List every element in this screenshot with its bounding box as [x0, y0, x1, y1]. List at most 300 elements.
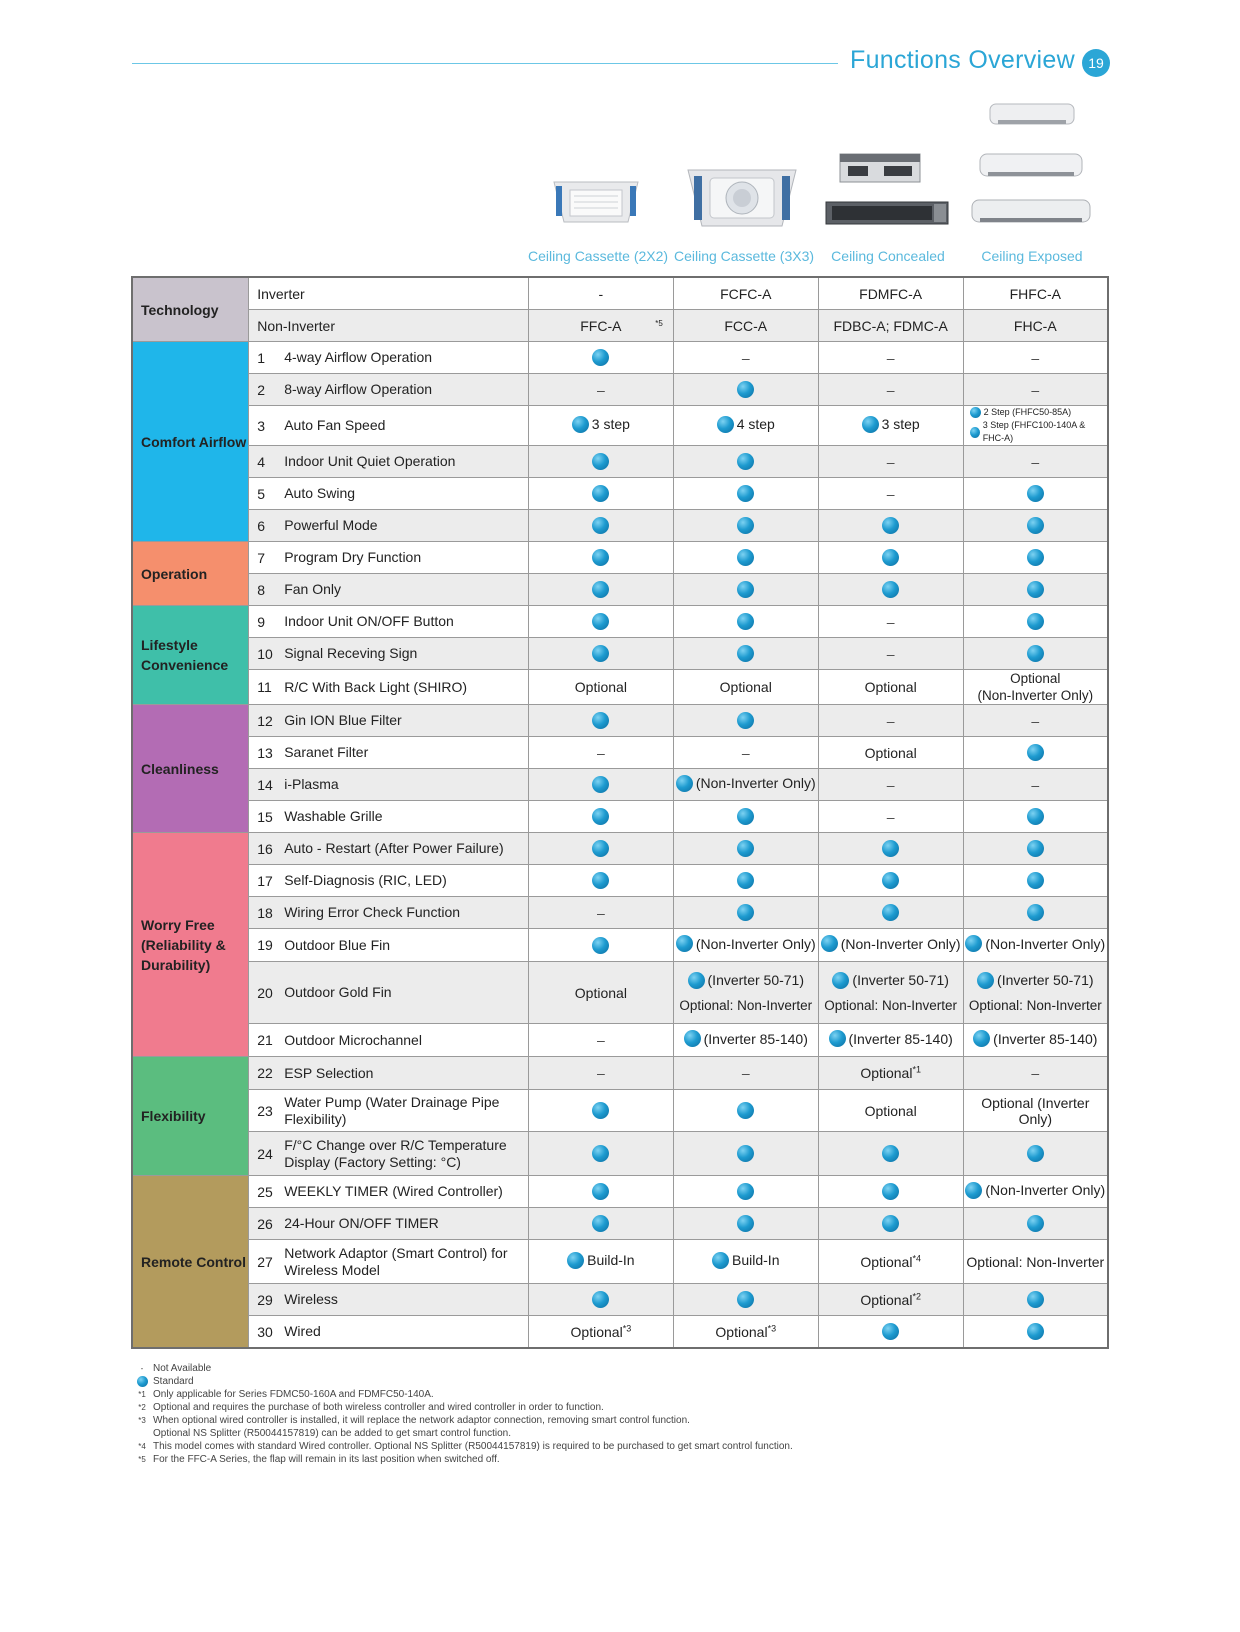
- standard-dot-icon: [592, 872, 609, 889]
- standard-dot-icon: [1027, 1145, 1044, 1162]
- feature-cell: [963, 574, 1108, 606]
- standard-dot-icon: [592, 549, 609, 566]
- standard-dot-icon: [592, 712, 609, 729]
- standard-dot-icon: [1027, 645, 1044, 662]
- model-non-inverter-cassette-2x2: [528, 310, 673, 342]
- function-name: Indoor Unit Quiet Operation: [284, 453, 456, 469]
- footnote-mark: *5: [655, 319, 663, 328]
- feature-cell: [963, 1057, 1108, 1090]
- standard-dot-icon: [737, 1215, 754, 1232]
- footnote-mark: *2: [912, 1291, 921, 1302]
- function-name: Outdoor Microchannel: [284, 1031, 422, 1048]
- feature-detail: [862, 416, 920, 433]
- feature-cell: [528, 1090, 673, 1132]
- footnote-symbol: *5: [138, 1455, 146, 1464]
- function-number: 21: [257, 1032, 273, 1048]
- footnote-text: When optional wired controller is installed, it will replace the network adaptor connection, removing smart control function.: [153, 1415, 690, 1426]
- feature-cell: [818, 769, 963, 801]
- standard-dot-icon: [882, 904, 899, 921]
- function-number: 26: [257, 1215, 273, 1232]
- function-name: Fan Only: [284, 581, 342, 597]
- standard-dot-icon: [882, 1215, 899, 1232]
- function-label: [257, 549, 528, 566]
- function-number: 25: [257, 1183, 273, 1200]
- function-cell: [249, 1240, 529, 1284]
- feature-cell: [963, 638, 1108, 670]
- feature-cell: [673, 1284, 818, 1316]
- standard-dot-icon: [717, 416, 734, 433]
- feature-cell: [528, 865, 673, 897]
- footnote-mark: *3: [622, 1323, 632, 1334]
- standard-dot-icon: [882, 1323, 899, 1340]
- model-inverter-cassette-3x3: FCFC-A: [673, 277, 818, 310]
- feature-cell: [963, 962, 1108, 1024]
- footnote-item: [131, 1388, 793, 1401]
- feature-cell: [963, 342, 1108, 374]
- function-label: [257, 645, 528, 662]
- feature-text: (Inverter 85-140): [993, 1030, 1098, 1047]
- feature-cell: [673, 342, 818, 374]
- feature-cell: [963, 1090, 1108, 1132]
- footnote-symbol: [131, 1375, 153, 1388]
- feature-text: 3 step: [881, 416, 920, 432]
- standard-dot-icon: [882, 840, 899, 857]
- feature-cell: [818, 1057, 963, 1090]
- function-cell: [249, 1208, 529, 1240]
- function-name: Auto - Restart (After Power Failure): [284, 840, 504, 856]
- feature-detail: [567, 1252, 634, 1269]
- feature-text: Build-In: [587, 1252, 635, 1268]
- table-row: [132, 705, 1108, 737]
- category-technology: Technology: [132, 277, 249, 342]
- feature-cell: [818, 1132, 963, 1176]
- feature-cell: [673, 897, 818, 929]
- feature-detail: [676, 775, 816, 792]
- standard-dot-icon: [832, 972, 849, 989]
- standard-dot-icon: [592, 808, 609, 825]
- standard-dot-icon: [572, 416, 589, 433]
- table-row: [132, 1024, 1108, 1057]
- feature-cell: [818, 929, 963, 962]
- function-cell: [249, 446, 529, 478]
- function-label: [257, 808, 528, 825]
- table-row: [132, 606, 1108, 638]
- optional-text: Optional$^{*2}$: [860, 1291, 921, 1308]
- standard-dot-icon: [592, 485, 609, 502]
- feature-text: Optional (Inverter Only): [981, 1094, 1090, 1127]
- footnote-item: [131, 1375, 793, 1388]
- footnote-mark: *3: [767, 1323, 777, 1334]
- feature-line: Optional: Non-Inverter: [968, 997, 1102, 1013]
- standard-dot-icon: [1027, 517, 1044, 534]
- feature-cell: [963, 542, 1108, 574]
- standard-dot-icon: [676, 935, 693, 952]
- category-label: Flexibility: [132, 1057, 249, 1176]
- feature-cell: [818, 1208, 963, 1240]
- model-inverter-cassette-2x2: -: [528, 277, 673, 310]
- function-cell: [249, 542, 529, 574]
- feature-cell: [818, 638, 963, 670]
- feature-text: 3 step: [591, 416, 630, 432]
- feature-cell: [818, 705, 963, 737]
- function-label: [257, 381, 528, 398]
- table-row: [132, 478, 1108, 510]
- footnote-symbol: *1: [138, 1390, 146, 1399]
- feature-detail: [821, 935, 961, 952]
- function-label: [257, 984, 528, 1001]
- function-label: [257, 1323, 528, 1340]
- standard-dot-icon: [862, 416, 879, 433]
- table-row: [132, 737, 1108, 769]
- feature-cell: [963, 1176, 1108, 1208]
- standard-dot-icon: [737, 517, 754, 534]
- feature-cell: [528, 374, 673, 406]
- not-available-mark: –: [886, 381, 895, 398]
- function-number: 4: [257, 453, 265, 470]
- not-available-mark: –: [741, 744, 750, 761]
- function-name: i-Plasma: [284, 776, 339, 792]
- feature-cell: [673, 865, 818, 897]
- function-name: Outdoor Gold Fin: [284, 984, 392, 1000]
- feature-line: [832, 972, 948, 989]
- feature-cell: [673, 737, 818, 769]
- function-label: [257, 1065, 528, 1082]
- standard-dot-icon: [592, 937, 609, 954]
- standard-dot-icon: [977, 972, 994, 989]
- function-name: 24-Hour ON/OFF TIMER: [284, 1215, 439, 1231]
- standard-dot-icon: [737, 613, 754, 630]
- model-non-inverter-exposed: FHC-A: [963, 310, 1108, 342]
- feature-cell: [963, 1208, 1108, 1240]
- feature-cell: [963, 1132, 1108, 1176]
- feature-detail: [676, 935, 816, 952]
- model-inverter-exposed: FHFC-A: [963, 277, 1108, 310]
- function-label: [257, 679, 528, 696]
- standard-dot-icon: [1027, 1323, 1044, 1340]
- standard-dot-icon: [737, 1183, 754, 1200]
- standard-dot-icon: [592, 517, 609, 534]
- table-row: [132, 670, 1108, 705]
- function-name: Program Dry Function: [284, 549, 422, 565]
- feature-cell: [528, 1284, 673, 1316]
- footnote-text: Optional and requires the purchase of both wireless controller and wired controller in order to function.: [153, 1402, 604, 1413]
- function-name: 4-way Airflow Operation: [284, 349, 433, 365]
- function-name: WEEKLY TIMER (Wired Controller): [284, 1183, 503, 1199]
- table-row-inverter: [132, 277, 1108, 310]
- standard-dot-icon: [1027, 613, 1044, 630]
- function-number: 19: [257, 937, 273, 953]
- footnote-symbol: *4: [138, 1442, 146, 1451]
- table-row: [132, 1090, 1108, 1132]
- feature-cell: [963, 929, 1108, 962]
- feature-line: Optional: Non-Inverter: [679, 997, 813, 1013]
- function-cell: [249, 1284, 529, 1316]
- feature-cell: [818, 670, 963, 705]
- feature-cell: [818, 446, 963, 478]
- category-label: Comfort Airflow: [132, 342, 249, 542]
- function-cell: [249, 897, 529, 929]
- not-available-mark: –: [886, 453, 895, 470]
- feature-detail: [674, 972, 818, 1014]
- function-number: 20: [257, 984, 273, 1001]
- standard-dot-icon: [882, 1183, 899, 1200]
- standard-dot-icon: [821, 935, 838, 952]
- feature-cell: [673, 801, 818, 833]
- function-label: [257, 744, 528, 761]
- feature-cell: [673, 374, 818, 406]
- function-label: [257, 349, 528, 366]
- function-cell: [249, 929, 529, 962]
- feature-cell: [963, 897, 1108, 929]
- feature-cell: [673, 606, 818, 638]
- function-cell: [249, 478, 529, 510]
- fan-speed-detail: [964, 406, 1107, 445]
- standard-dot-icon: [676, 775, 693, 792]
- standard-dot-icon: [592, 645, 609, 662]
- feature-cell: [528, 1208, 673, 1240]
- standard-dot-icon: [1027, 840, 1044, 857]
- footnote-symbol: -: [140, 1364, 144, 1373]
- row-label-inverter: Inverter: [249, 277, 529, 310]
- feature-text: (Non-Inverter Only): [840, 935, 961, 952]
- function-cell: [249, 1057, 529, 1090]
- feature-line: Optional: [1010, 671, 1061, 686]
- fan-speed-text: 2 Step (FHFC50-85A): [983, 407, 1072, 417]
- standard-dot-icon: [592, 776, 609, 793]
- function-name: ESP Selection: [284, 1064, 374, 1081]
- feature-cell: [963, 769, 1108, 801]
- model-name: FFC-A: [580, 317, 622, 334]
- function-name: Saranet Filter: [284, 744, 369, 760]
- optional-text: Optional$^{*3}$: [570, 1323, 632, 1340]
- standard-dot-icon: [965, 1182, 982, 1199]
- ceiling-cassette-3x3-unit-icon: [684, 166, 800, 232]
- table-row: [132, 897, 1108, 929]
- feature-text: (Non-Inverter Only): [695, 775, 816, 791]
- feature-text: Build-In: [732, 1252, 780, 1268]
- feature-cell: [528, 478, 673, 510]
- feature-cell: [818, 1284, 963, 1316]
- feature-cell: [528, 737, 673, 769]
- feature-cell: [818, 406, 963, 446]
- feature-cell: [673, 638, 818, 670]
- function-cell: [249, 670, 529, 705]
- function-cell: [249, 801, 529, 833]
- table-row: [132, 1316, 1108, 1349]
- page-number-badge: 19: [1082, 49, 1110, 77]
- standard-dot-icon: [973, 1030, 990, 1047]
- standard-dot-icon: [737, 872, 754, 889]
- feature-text: (Inverter 85-140): [848, 1030, 953, 1047]
- function-label: [257, 776, 528, 793]
- function-label: [257, 485, 528, 502]
- footnote-symbol: *2: [138, 1403, 146, 1412]
- function-number: 10: [257, 645, 273, 662]
- feature-cell: [963, 406, 1108, 446]
- function-number: 11: [257, 679, 272, 695]
- standard-dot-icon: [737, 485, 754, 502]
- feature-cell: [818, 1090, 963, 1132]
- feature-detail: [819, 972, 963, 1014]
- standard-dot-icon: [737, 840, 754, 857]
- feature-detail: [572, 416, 630, 433]
- feature-cell: [673, 1240, 818, 1284]
- category-label: Worry Free (Reliability & Durability): [132, 833, 249, 1057]
- function-name: R/C With Back Light (SHIRO): [284, 678, 468, 695]
- function-number: 2: [257, 381, 265, 398]
- standard-dot-icon: [592, 581, 609, 598]
- table-row: [132, 1284, 1108, 1316]
- not-available-mark: –: [1031, 776, 1040, 793]
- function-name: Powerful Mode: [284, 517, 378, 533]
- function-number: 15: [257, 808, 273, 825]
- optional-text: Optional$^{*1}$: [860, 1064, 921, 1082]
- feature-cell: [673, 1316, 818, 1349]
- function-cell: [249, 1132, 529, 1176]
- function-name: Washable Grille: [284, 808, 383, 824]
- standard-dot-icon: [688, 972, 705, 989]
- standard-dot-icon: [737, 1291, 754, 1308]
- footnote-text: Standard: [153, 1376, 194, 1387]
- feature-cell: [963, 1316, 1108, 1349]
- footnote-item: [131, 1401, 793, 1414]
- function-name: Wired: [284, 1323, 321, 1339]
- feature-cell: [818, 574, 963, 606]
- fan-speed-line: [970, 406, 1107, 419]
- feature-cell: [818, 833, 963, 865]
- feature-cell: [673, 542, 818, 574]
- table-row: [132, 1057, 1108, 1090]
- standard-dot-icon: [970, 427, 980, 438]
- not-available-mark: –: [596, 381, 605, 398]
- function-label: [257, 1032, 528, 1049]
- ceiling-exposed-medium-unit-icon: [976, 148, 1086, 186]
- feature-cell: [963, 737, 1108, 769]
- feature-text: (Inverter 85-140): [703, 1030, 808, 1047]
- standard-dot-icon: [829, 1030, 846, 1047]
- feature-text: (Non-Inverter Only): [695, 935, 816, 952]
- feature-line: [977, 972, 1093, 989]
- feature-cell: [673, 1132, 818, 1176]
- standard-dot-icon: [882, 872, 899, 889]
- function-number: 5: [257, 485, 265, 502]
- function-number: 24: [257, 1145, 273, 1162]
- function-label: [257, 1183, 528, 1200]
- function-name: Outdoor Blue Fin: [284, 936, 391, 953]
- standard-dot-icon: [592, 1291, 609, 1308]
- not-available-mark: –: [741, 1065, 750, 1081]
- table-row: [132, 574, 1108, 606]
- standard-dot-icon: [592, 613, 609, 630]
- function-number: 16: [257, 840, 273, 857]
- function-cell: [249, 962, 529, 1024]
- function-number: 30: [257, 1323, 273, 1340]
- feature-cell: [528, 897, 673, 929]
- table-row: [132, 342, 1108, 374]
- function-label: [257, 417, 528, 434]
- function-label: [257, 712, 528, 729]
- standard-dot-icon: [882, 517, 899, 534]
- function-cell: [249, 374, 529, 406]
- function-cell: [249, 737, 529, 769]
- function-name: Auto Fan Speed: [284, 417, 386, 433]
- function-cell: [249, 833, 529, 865]
- not-available-mark: –: [1031, 1065, 1040, 1081]
- feature-cell: [673, 406, 818, 446]
- not-available-mark: –: [596, 1032, 605, 1048]
- feature-cell: [528, 446, 673, 478]
- feature-cell: [963, 801, 1108, 833]
- standard-dot-icon: [737, 808, 754, 825]
- function-cell: [249, 769, 529, 801]
- feature-text: Optional: [864, 1102, 917, 1119]
- function-number: 14: [257, 776, 273, 793]
- function-number: 8: [257, 581, 265, 598]
- ceiling-exposed-large-unit-icon: [968, 196, 1094, 232]
- feature-cell: [963, 1284, 1108, 1316]
- standard-dot-icon: [1027, 1291, 1044, 1308]
- standard-dot-icon: [737, 381, 754, 398]
- feature-detail: [684, 1030, 808, 1047]
- feature-cell: [673, 929, 818, 962]
- function-number: 9: [257, 613, 265, 630]
- fan-speed-line: [970, 419, 1107, 445]
- function-number: 22: [257, 1065, 273, 1081]
- feature-cell: [963, 1240, 1108, 1284]
- feature-detail: [965, 935, 1105, 952]
- page-title: Functions Overview: [850, 46, 1075, 74]
- function-label: [257, 1094, 528, 1128]
- not-available-mark: –: [596, 1065, 605, 1081]
- feature-cell: [673, 833, 818, 865]
- feature-cell: [673, 1090, 818, 1132]
- model-non-inverter-concealed: FDBC-A; FDMC-A: [818, 310, 963, 342]
- function-name: Indoor Unit ON/OFF Button: [284, 613, 454, 629]
- standard-dot-icon: [592, 349, 609, 366]
- table-row: [132, 1132, 1108, 1176]
- footnote-mark: *4: [912, 1253, 921, 1264]
- table-row: [132, 374, 1108, 406]
- feature-cell: [528, 606, 673, 638]
- ceiling-exposed-small-unit-icon: [984, 98, 1080, 134]
- feature-cell: [818, 342, 963, 374]
- not-available-mark: –: [1031, 349, 1040, 366]
- function-name: Water Pump (Water Drainage Pipe Flexibility): [284, 1093, 500, 1127]
- function-cell: [249, 574, 529, 606]
- function-number: 7: [257, 549, 265, 566]
- not-available-mark: –: [1031, 453, 1040, 470]
- feature-text: Optional: [719, 679, 772, 695]
- not-available-mark: –: [886, 485, 895, 502]
- feature-cell: [963, 833, 1108, 865]
- feature-cell: [673, 478, 818, 510]
- function-label: [257, 1215, 528, 1232]
- table-row: [132, 801, 1108, 833]
- feature-cell: [818, 478, 963, 510]
- standard-dot-icon: [592, 840, 609, 857]
- feature-cell: [963, 705, 1108, 737]
- not-available-mark: –: [596, 904, 605, 921]
- table-row: [132, 446, 1108, 478]
- function-label: [257, 453, 528, 470]
- category-label: Operation: [132, 542, 249, 606]
- standard-dot-icon: [1027, 904, 1044, 921]
- feature-detail: [829, 1030, 953, 1047]
- feature-cell: [963, 446, 1108, 478]
- category-label: Lifestyle Convenience: [132, 606, 249, 705]
- function-name: Self-Diagnosis (RIC, LED): [284, 872, 447, 888]
- feature-cell: [528, 670, 673, 705]
